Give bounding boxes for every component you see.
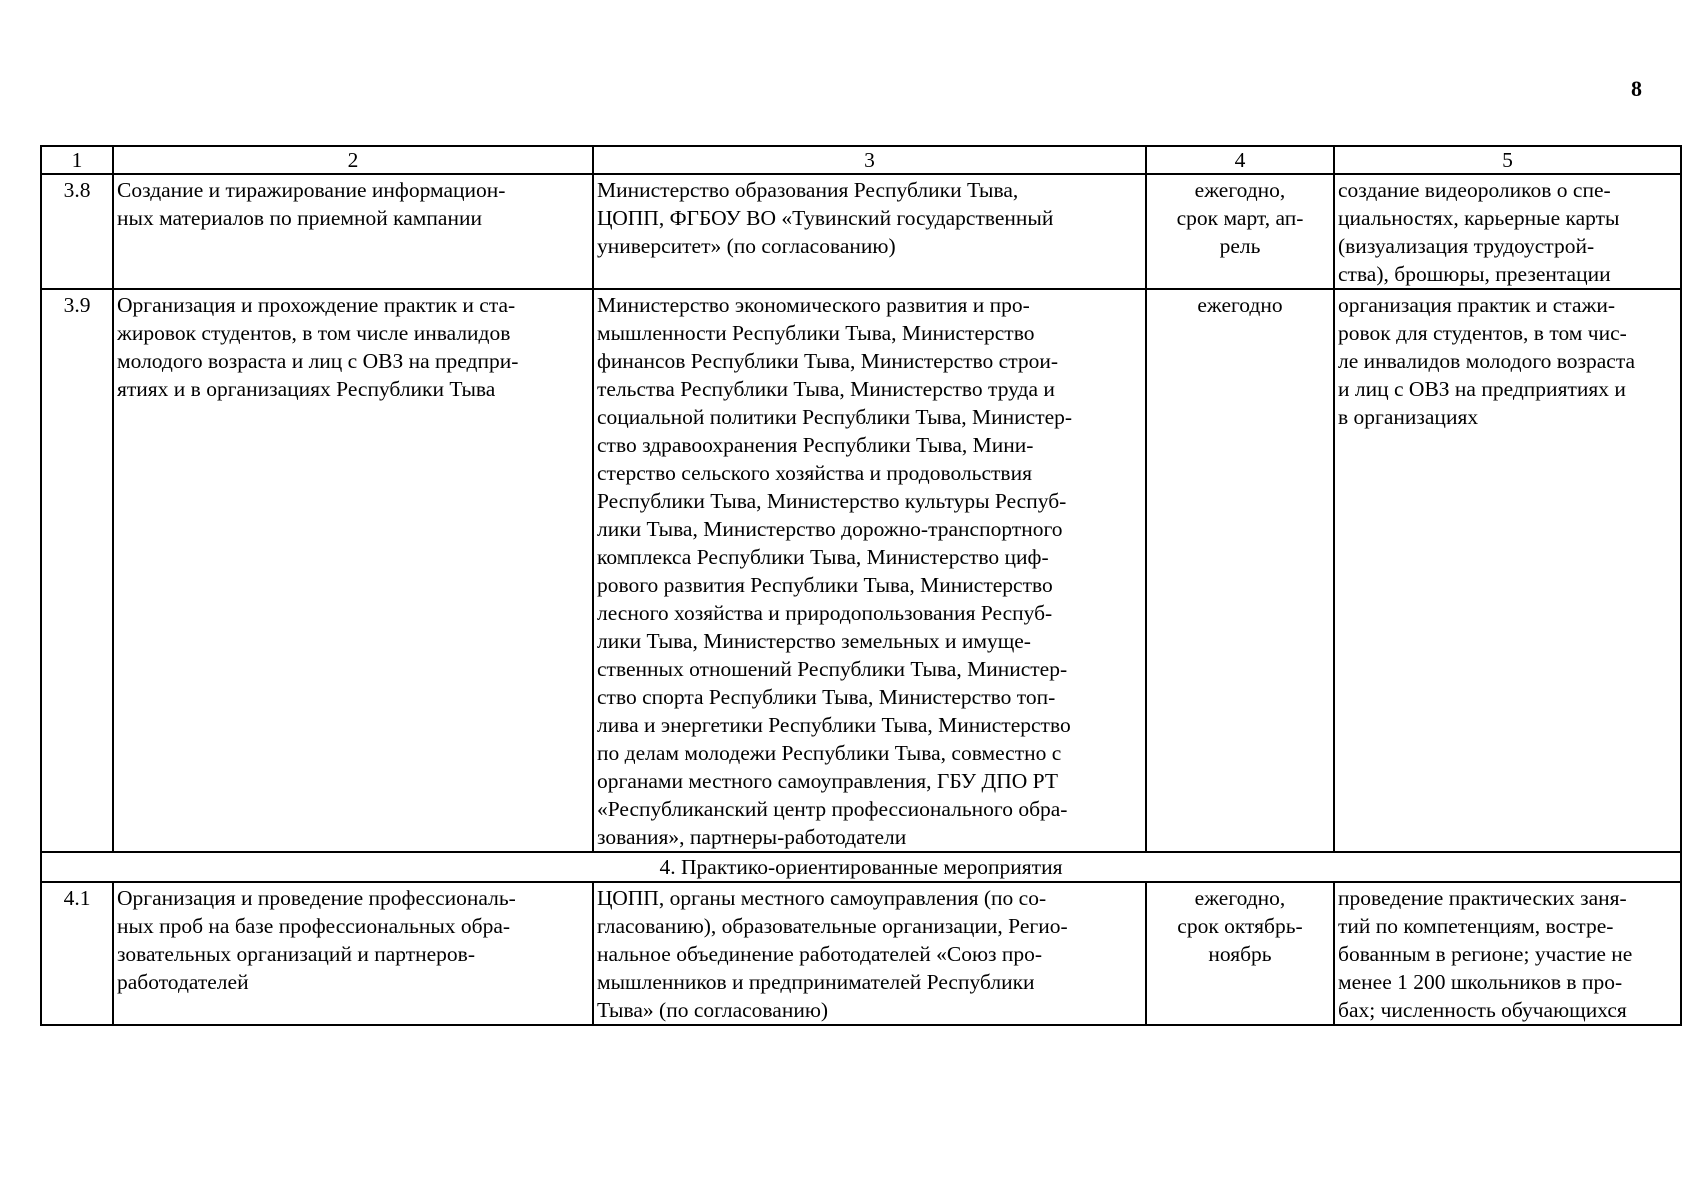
result-cell: проведение практических заня- тий по компетенциям, востре- бованным в регионе; участие не менее 1 200 школьников в про- бах; численность обучающихся (1334, 882, 1681, 1025)
timing-cell: ежегодно, срок октябрь- ноябрь (1146, 882, 1334, 1025)
activity-cell: Создание и тиражирование информацион- ных материалов по приемной кампании (113, 174, 593, 289)
row-number-cell: 3.9 (41, 289, 113, 852)
activity-cell: Организация и прохождение практик и ста- жировок студентов, в том числе инвалидов молодого возраста и лиц с ОВЗ на предпри- ятиях и в организациях Республики Тыва (113, 289, 593, 852)
column-number-header: 1 (41, 146, 113, 174)
responsible-cell: Министерство образования Республики Тыва, ЦОПП, ФГБОУ ВО «Тувинский государственный университет» (по согласованию) (593, 174, 1146, 289)
result-cell: организация практик и стажи- ровок для студентов, в том чис- ле инвалидов молодого возраста и лиц с ОВЗ на предприятиях и в организациях (1334, 289, 1681, 852)
timing-cell: ежегодно, срок март, ап- рель (1146, 174, 1334, 289)
result-cell: создание видеороликов о спе- циальностях, карьерные карты (визуализация трудоустрой- ства), брошюры, презентации (1334, 174, 1681, 289)
table-row (41, 174, 1681, 289)
plan-table (40, 145, 1682, 1026)
table-header-row (41, 146, 1681, 174)
column-responsible-header: 3 (593, 146, 1146, 174)
responsible-cell: Министерство экономического развития и про- мышленности Республики Тыва, Министерство финансов Республики Тыва, Министерство строи- тельства Республики Тыва, Министерство труда и социальной политики Республики Тыва, Министер- ство здравоохранения Республики Тыва, Мини- стерство сельского хозяйства и продовольствия Республики Тыва, Министерство культуры Респуб- лики Тыва, Министерство дорожно-транспортного комплекса Республики Тыва, Министерство циф- рового развития Республики Тыва, Министерство лесного хозяйства и природопользования Респуб- лики Тыва, Министерство земельных и имуще- ственных отношений Республики Тыва, Министер- ство спорта Республики Тыва, Министерство топ- лива и энергетики Республики Тыва, Министерство по делам молодежи Республики Тыва, совместно с органами местного самоуправления, ГБУ ДПО РТ «Республиканский центр профессионального обра- зования», партнеры-работодатели (593, 289, 1146, 852)
table-row (41, 882, 1681, 1025)
activity-cell: Организация и проведение профессиональ- ных проб на базе профессиональных обра- зовательных организаций и партнеров- работодателей (113, 882, 593, 1025)
section-heading: 4. Практико-ориентированные мероприятия (41, 852, 1681, 882)
row-number-cell: 3.8 (41, 174, 113, 289)
section-heading-row (41, 852, 1681, 882)
column-result-header: 5 (1334, 146, 1681, 174)
page-number: 8 (1631, 76, 1642, 101)
column-activity-header: 2 (113, 146, 593, 174)
row-number-cell: 4.1 (41, 882, 113, 1025)
column-timing-header: 4 (1146, 146, 1334, 174)
timing-cell: ежегодно (1146, 289, 1334, 852)
responsible-cell: ЦОПП, органы местного самоуправления (по со- гласованию), образовательные организации, Регио- нальное объединение работодателей «Союз про- мышленников и предпринимателей Республики Тыва» (по согласованию) (593, 882, 1146, 1025)
table-row (41, 289, 1681, 852)
